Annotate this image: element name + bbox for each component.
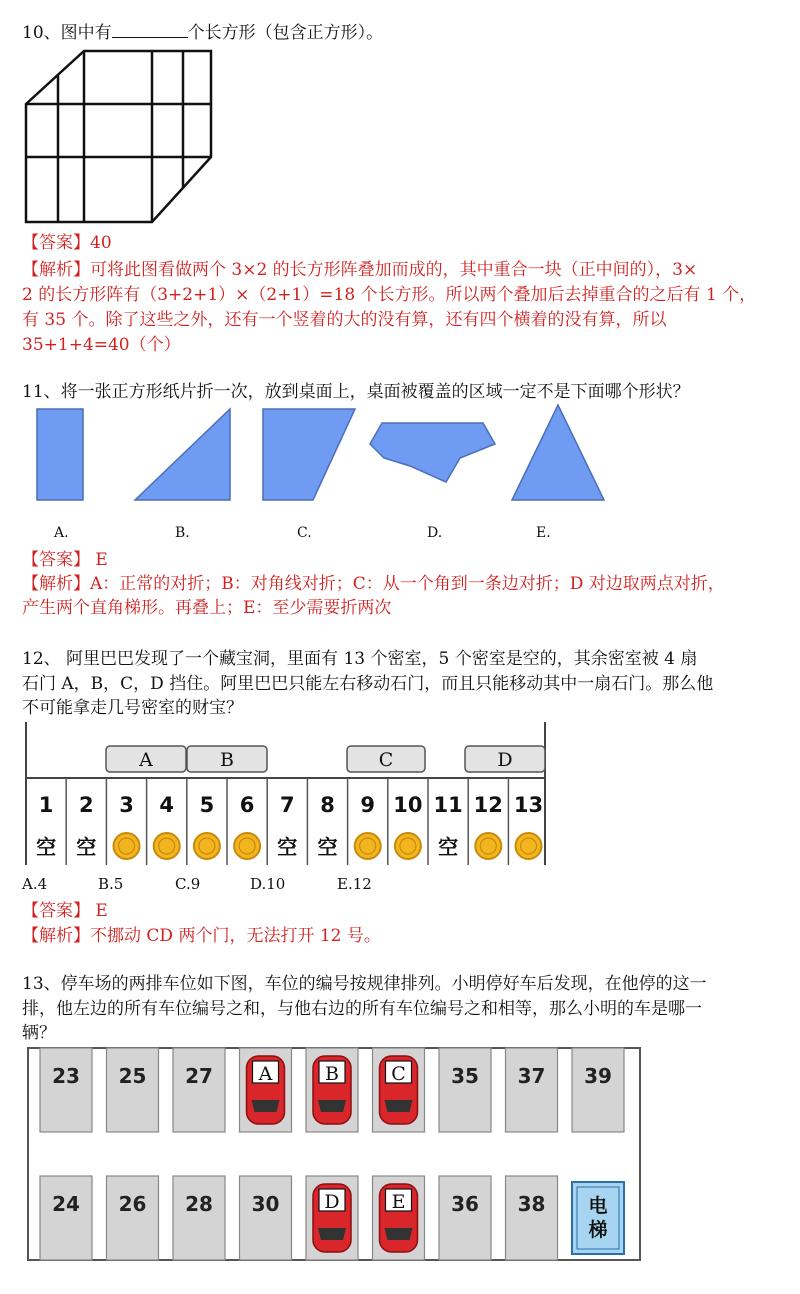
car-label: A (258, 1063, 273, 1085)
stall-number: 25 (118, 1064, 147, 1088)
analysis-text: 不挪动 CD 两个门，无法打开 12 号。 (90, 926, 381, 946)
analysis-text: 可将此图看做两个 3×2 的长方形阵叠加而成的，其中重合一块（正中间的），3× (90, 260, 698, 280)
analysis-label: 【解析】 (22, 574, 90, 594)
empty-room-label: 空 (317, 835, 338, 859)
elevator-box (572, 1182, 624, 1254)
parking-stall (107, 1176, 159, 1260)
q11-question: 11、将一张正方形纸片折一次，放到桌面上，桌面被覆盖的区域一定不是下面哪个形状？ (22, 382, 690, 402)
room-number: 10 (393, 793, 423, 817)
stone-door-label: A (139, 749, 153, 771)
parking-stall (240, 1176, 292, 1260)
q12-choice: D.10 (250, 875, 286, 893)
answer-label: 【答案】 (22, 550, 90, 570)
parking-stall (506, 1048, 558, 1132)
q12-question: 12、 阿里巴巴发现了一个藏宝洞，里面有 13 个密室，5 个密室是空的，其余密室被 4 扇 (22, 649, 698, 669)
parking-stall (107, 1048, 159, 1132)
analysis-text: 35+1+4=40（个） (22, 335, 181, 355)
parking-stall (439, 1176, 491, 1260)
q10-suffix: 个长方形（包含正方形）。 (187, 23, 384, 43)
analysis-text: 产生两个直角梯形。再叠上；E：至少需要折两次 (22, 598, 392, 618)
car-windshield (385, 1100, 413, 1112)
stall-number: 27 (185, 1064, 213, 1088)
q11-option-label: C. (297, 525, 312, 541)
room-number: 12 (473, 793, 503, 817)
q13-question: 排，他左边的所有车位编号之和，与他右边的所有车位编号之和相等，那么小明的车是哪一 (22, 999, 702, 1019)
stall-number: 30 (251, 1192, 280, 1216)
answer-label: 【答案】 (22, 233, 90, 253)
stone-door-label: C (378, 749, 394, 771)
room-number: 1 (38, 793, 54, 817)
room-number: 11 (433, 793, 463, 817)
analysis-text: A：正常的对折；B：对角线对折；C：从一个角到一条边对折；D 对边取两点对折， (90, 574, 725, 594)
q12-question: 不可能拿走几号密室的财宝？ (22, 698, 243, 718)
room-number: 2 (78, 793, 94, 817)
q11-option-label: A. (54, 525, 69, 541)
room-number: 6 (239, 793, 255, 817)
room-number: 8 (320, 793, 335, 817)
stall-number: 39 (584, 1064, 612, 1088)
stall-number: 23 (52, 1064, 80, 1088)
q10-prefix: 10、图中有 (22, 23, 112, 43)
parking-stall (439, 1048, 491, 1132)
stall-number: 37 (517, 1064, 546, 1088)
car-windshield (385, 1228, 413, 1240)
elevator-label: 梯 (588, 1219, 608, 1241)
stall-number: 26 (118, 1192, 147, 1216)
q12-choice: E.12 (337, 875, 372, 893)
stone-door-label: D (497, 749, 513, 771)
parking-stall (40, 1048, 92, 1132)
empty-room-label: 空 (76, 835, 97, 859)
q11-option-label: D. (427, 525, 443, 541)
analysis-label: 【解析】 (22, 926, 90, 946)
empty-room-label: 空 (438, 835, 459, 859)
stall-number: 28 (185, 1192, 213, 1216)
answer-value: E (90, 550, 108, 570)
empty-room-label: 空 (36, 835, 57, 859)
q12-choice: A.4 (22, 875, 48, 893)
room-number: 3 (119, 793, 134, 817)
room-number: 5 (199, 793, 215, 817)
analysis-text: 有 35 个。除了这些之外，还有一个竖着的大的没有算，还有四个横着的没有算，所以 (22, 310, 667, 330)
stall-number: 35 (451, 1064, 479, 1088)
analysis-label: 【解析】 (22, 260, 90, 280)
parking-stall (173, 1176, 225, 1260)
answer-label: 【答案】 (22, 901, 90, 921)
parking-stall (506, 1176, 558, 1260)
q11-option-label: E. (536, 525, 551, 541)
q12-choice: B.5 (98, 875, 124, 893)
parking-stall (40, 1176, 92, 1260)
room-number: 4 (159, 793, 175, 817)
car-label: E (391, 1191, 406, 1213)
parking-stall (572, 1048, 624, 1132)
stall-number: 24 (52, 1192, 80, 1216)
car-windshield (318, 1228, 346, 1240)
parking-stall (173, 1048, 225, 1132)
elevator-label: 电 (588, 1195, 608, 1217)
empty-room-label: 空 (277, 835, 298, 859)
car-label: B (325, 1063, 339, 1085)
room-number: 13 (513, 793, 544, 817)
room-number: 7 (279, 793, 295, 817)
answer-value: E (90, 901, 108, 921)
q12-choice: C.9 (175, 875, 201, 893)
car-windshield (318, 1100, 346, 1112)
car-label: C (391, 1063, 406, 1085)
room-number: 9 (360, 793, 376, 817)
car-windshield (252, 1100, 280, 1112)
stone-door-label: B (220, 749, 234, 771)
answer-value: 40 (90, 233, 112, 253)
q13-question: 13、停车场的两排车位如下图，车位的编号按规律排列。小明停好车后发现，在他停的这一 (22, 974, 707, 994)
stall-number: 36 (451, 1192, 479, 1216)
stall-number: 38 (517, 1192, 546, 1216)
q12-question: 石门 A，B，C，D 挡住。阿里巴巴只能左右移动石门，而且只能移动其中一扇石门。那么他 (22, 674, 714, 694)
q11-option-label: B. (175, 525, 190, 541)
car-label: D (324, 1191, 340, 1213)
analysis-text: 2 的长方形阵有（3+2+1）×（2+1）=18 个长方形。所以两个叠加后去掉重合的之后有 1 个， (22, 285, 757, 305)
q13-question: 辆？ (22, 1023, 56, 1043)
